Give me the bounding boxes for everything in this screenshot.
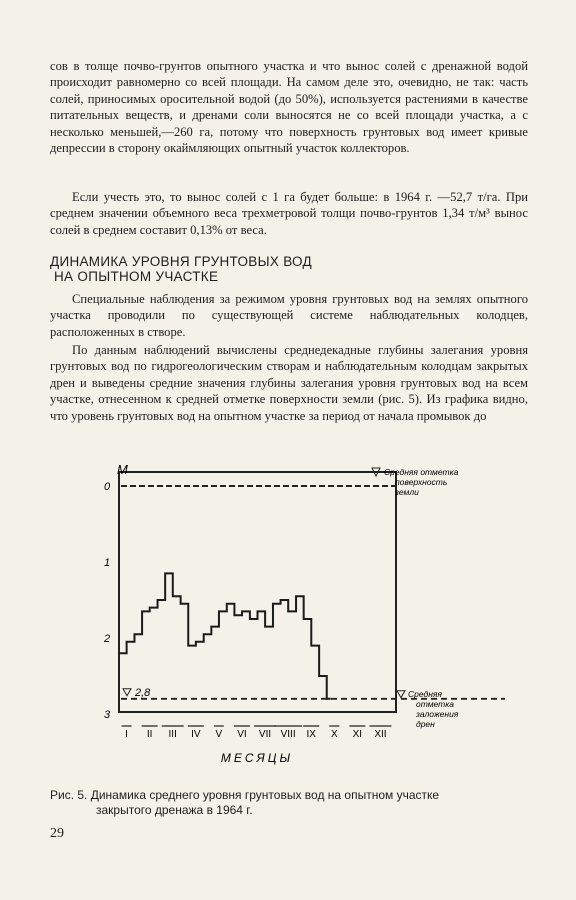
x-axis-label: МЕСЯЦЫ: [220, 751, 294, 765]
x-tick-label: XII: [374, 729, 387, 740]
body-paragraph-1: сов в толще почво-грунтов опытного участка и что вынос солей с дренажной водой происходит равномерно со всей площади. На самом деле это, очевидно, не так: часть солей, приносимых оросительной водой (до 50%), используется растениями в качестве питательных веществ, и дренами соли выносятся не со всей площади участка, а с несколько меньшей,—260 га, потому что поверхность грунтовых вод имеет кривые депрессии в сторону окаймляющих опытный участок коллекторов.: [50, 59, 528, 156]
x-tick-label: III: [168, 729, 177, 740]
caption-line-2: закрытого дренажа в 1964 г.: [96, 803, 253, 817]
x-tick-label: IX: [306, 729, 316, 740]
y-tick-label: 0: [103, 481, 111, 493]
chart-frame: [119, 472, 396, 712]
x-tick-label: I: [125, 729, 128, 740]
x-tick-label: XI: [352, 729, 363, 740]
body-paragraph-3: Специальные наблюдения за режимом уровня грунтовых вод на землях опытного участка проводили по существующей системе наблюдательных колодцев, расположенных в створе.: [50, 292, 528, 339]
x-tick-label: V: [215, 729, 223, 740]
groundwater-level-chart: [95, 462, 515, 774]
y-tick-label: 1: [103, 557, 111, 569]
x-tick-label: IV: [191, 729, 201, 740]
page-number: 29: [50, 826, 64, 841]
x-tick-label: VIII: [280, 729, 296, 740]
heading-line-1: ДИНАМИКА УРОВНЯ ГРУНТОВЫХ ВОД: [50, 254, 313, 269]
heading-line-2: НА ОПЫТНОМ УЧАСТКЕ: [54, 269, 219, 284]
drain-marker-label: Средняя отметка заложения дрен: [408, 688, 459, 729]
body-paragraph-2: Если учесть это, то вынос солей с 1 га будет больше: в 1964 г. —52,7 т/га. При среднем значении объемного веса трехметровой толщи почво-грунтов 1,34 т/м³ вынос солей в среднем составит 0,13% от веса.: [50, 190, 528, 237]
x-tick-label: II: [146, 729, 153, 740]
y-tick-label: 2: [103, 633, 111, 645]
figure-caption: [50, 788, 528, 818]
drain-marker-left-icon: [123, 689, 131, 696]
x-tick-label: X: [330, 729, 338, 740]
drain-level-label: 2,8: [135, 686, 151, 699]
caption-line-1: Рис. 5. Динамика среднего уровня грунтовых вод на опытном участке: [50, 788, 440, 802]
surface-marker-label: Средняя отметка поверхность земли: [384, 467, 459, 497]
section-heading: [50, 254, 528, 284]
x-tick-label: VII: [258, 729, 272, 740]
series-line: [119, 573, 331, 698]
x-tick-label: VI: [237, 729, 247, 740]
drain-marker-right-icon: [397, 691, 405, 698]
y-axis-label: М: [117, 462, 128, 477]
y-tick-label: 3: [103, 709, 111, 721]
body-paragraph-4: По данным наблюдений вычислены среднедекадные глубины залегания уровня грунтовых вод по гидрогеологическим створам и наблюдательным колодцам закрытых дрен и выведены средние значения глубины залегания уровня грунтовых вод на всем участке, отнесенном к средней отметке поверхности земли (рис. 5). Из графика видно, что уровень грунтовых вод на опытном участке за период от начала промывок до: [50, 343, 528, 423]
